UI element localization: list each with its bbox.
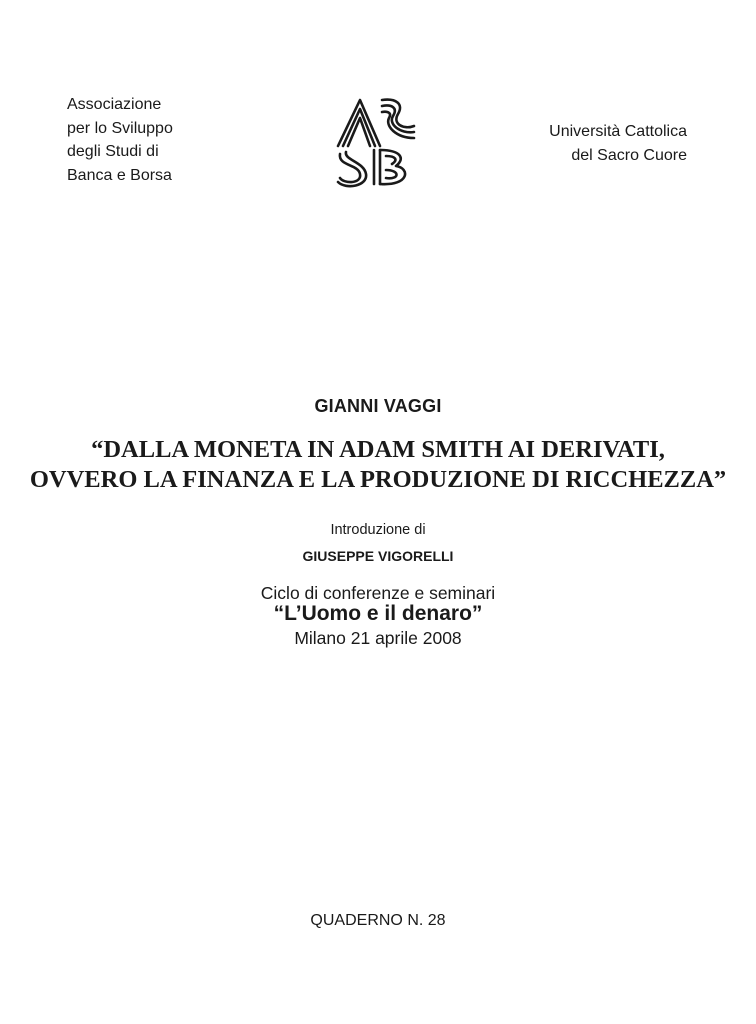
university-name [549, 120, 687, 168]
introduction-label: Introduzione di [330, 522, 426, 538]
event-date: Milano 21 aprile 2008 [294, 628, 462, 648]
university-line: del Sacro Cuore [571, 147, 687, 164]
association-line: Banca e Borsa [67, 166, 172, 184]
author-name: GIANNI VAGGI [314, 396, 442, 416]
quaderno-number: QUADERNO N. 28 [310, 912, 446, 929]
document-title [0, 435, 756, 495]
association-line: degli Studi di [67, 143, 159, 160]
association-line: Associazione [67, 96, 162, 113]
university-line: Università Cattolica [549, 123, 687, 140]
introduction-author: GIUSEPPE VIGORELLI [302, 548, 454, 564]
association-name [67, 93, 173, 187]
asbb-logo-icon [334, 94, 424, 188]
association-line: per lo Sviluppo [67, 119, 173, 137]
title-line: OVVERO LA FINANZA E LA PRODUZIONE DI RICCHEZZA” [29, 466, 727, 493]
conference-cycle: Ciclo di conferenze e seminari [260, 583, 496, 603]
series-title: “L’Uomo e il denaro” [273, 602, 483, 625]
title-line: “DALLA MONETA IN ADAM SMITH AI DERIVATI, [91, 436, 665, 463]
